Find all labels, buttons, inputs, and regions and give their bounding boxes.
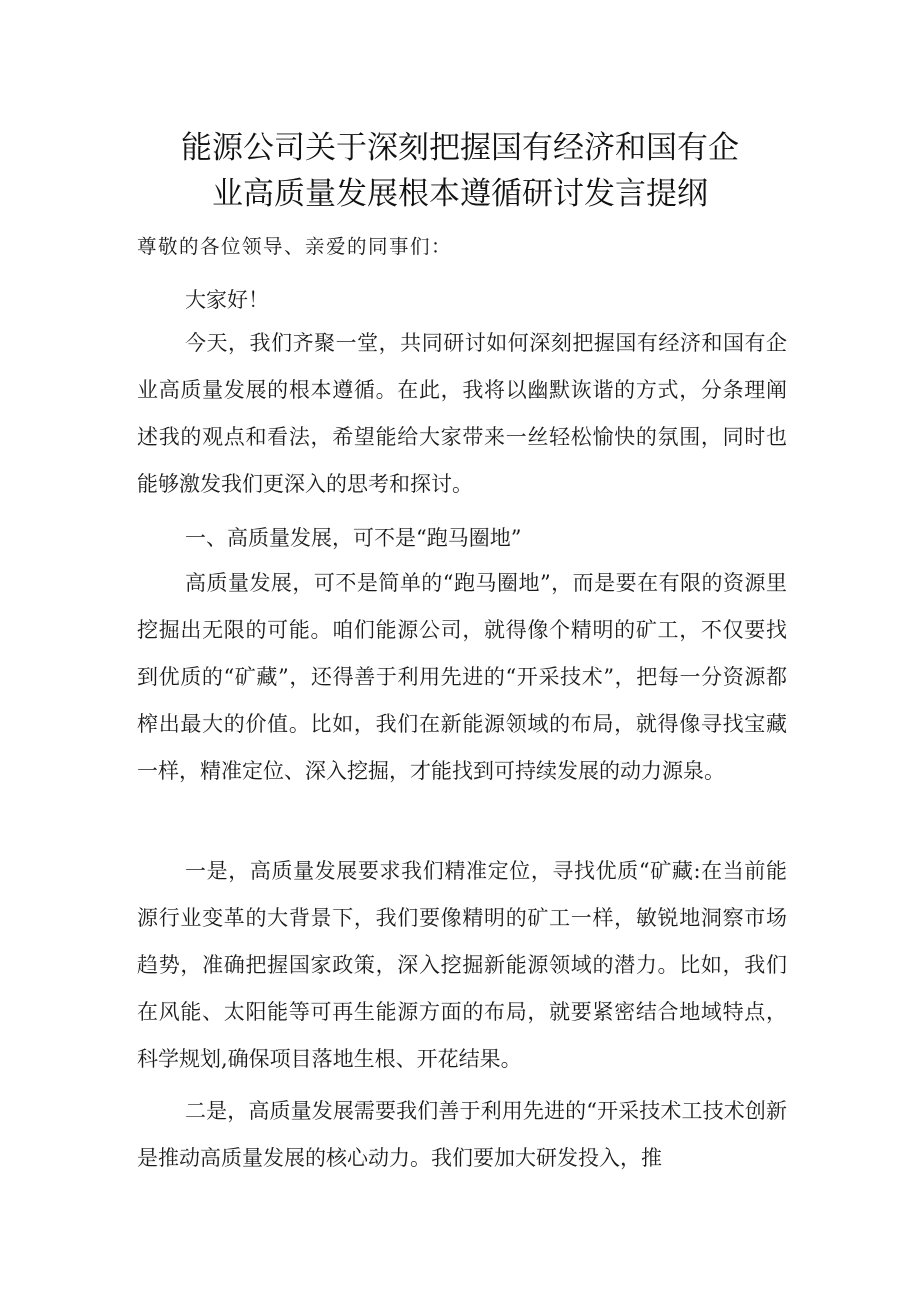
- intro-paragraph: 今天，我们齐聚一堂，共同研讨如何深刻把握国有经济和国有企业高质量发展的根本遵循。在此，我将以幽默诙谐的方式，分条理阐述我的观点和看法，希望能给大家带来一丝轻松愉快的氛围，同时也能够激发我们更深入的思考和探讨。: [137, 331, 787, 496]
- section-heading-1: 一、高质量发展，可不是“跑马圈地”: [185, 526, 522, 550]
- point-one-paragraph: 一是，高质量发展要求我们精准定位，寻找优质“矿藏:在当前能源行业变革的大背景下，我们要像精明的矿工一样，敏锐地洞察市场趋势，准确把握国家政策，深入挖掘新能源领域的潜力。比如，我们在风能、太阳能等可再生能源方面的布局，就要紧密结合地域特点，科学规划,确保项目落地生根、开花结果。: [137, 859, 787, 1071]
- point-two-paragraph: 二是，高质量发展需要我们善于利用先进的“开采技术工技术创新是推动高质量发展的核心动力。我们要加大研发投入，推: [137, 1099, 787, 1170]
- salutation: 尊敬的各位领导、亲爱的同事们：: [137, 235, 453, 258]
- greeting-paragraph: 大家好！: [185, 288, 269, 312]
- section-body-1: 高质量发展，可不是简单的“跑马圈地”，而是要在有限的资源里挖掘出无限的可能。咱们能源公司，就得像个精明的矿工，不仅要找到优质的“矿藏”，还得善于利用先进的“开采技术”，把每一分资源都榨出最大的价值。比如，我们在新能源领域的布局，就得像寻找宝藏一样，精准定位、深入挖掘，才能找到可持续发展的动力源泉。: [137, 571, 787, 783]
- document-title-line-1: 能源公司关于深刻把握国有经济和国有企: [181, 130, 739, 166]
- document-title-line-2: 业高质量发展根本遵循研讨发言提纲: [212, 176, 708, 212]
